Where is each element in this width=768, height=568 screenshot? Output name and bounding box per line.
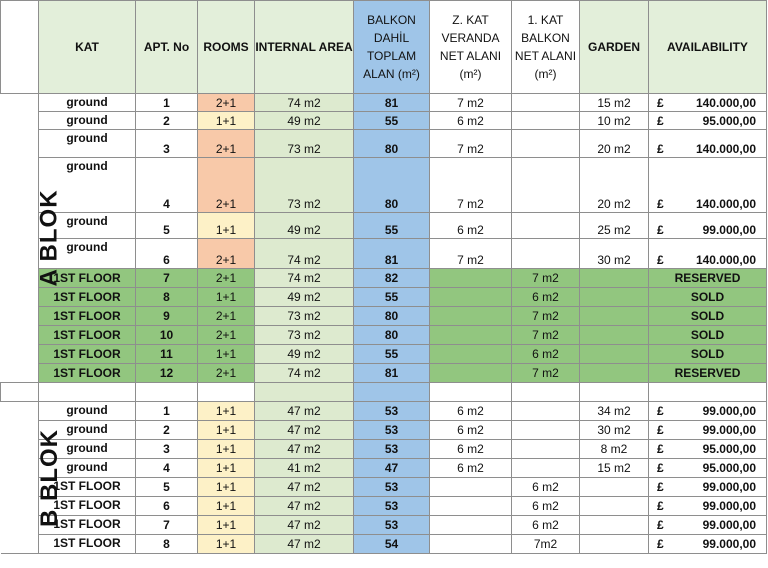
internal-area-cell: 47 m2: [255, 421, 354, 440]
currency-symbol: £: [657, 461, 664, 475]
balkon-cell: 6 m2: [512, 478, 580, 497]
balkon-cell: 7 m2: [512, 307, 580, 326]
apt-no-cell: 9: [136, 307, 198, 326]
veranda-cell: 6 m2: [430, 112, 512, 130]
header-line: ALAN (m²): [363, 67, 420, 81]
garden-cell: [580, 497, 649, 516]
currency-symbol: £: [657, 442, 664, 456]
kat-cell: 1ST FLOOR: [39, 497, 136, 516]
header-line: (m²): [534, 67, 557, 81]
status-badge: SOLD: [649, 288, 767, 307]
availability-cell: [649, 130, 767, 158]
status-badge: SOLD: [649, 326, 767, 345]
price-value: 99.000,00: [702, 423, 756, 437]
balkon-cell: [512, 112, 580, 130]
currency-symbol: £: [657, 537, 664, 551]
veranda-cell: 7 m2: [430, 94, 512, 112]
rooms-cell: 1+1: [198, 516, 255, 535]
rooms-cell: 1+1: [198, 440, 255, 459]
veranda-cell: [430, 497, 512, 516]
balkon-cell: 7 m2: [512, 269, 580, 288]
kat-cell: 1ST FLOOR: [39, 269, 136, 288]
total-area-cell: 47: [354, 459, 430, 478]
availability-cell: [649, 112, 767, 130]
balkon-cell: 6 m2: [512, 345, 580, 364]
balkon-cell: [512, 459, 580, 478]
currency-symbol: £: [657, 423, 664, 437]
apt-no-cell: 1: [136, 94, 198, 112]
header-line: TOPLAM: [366, 49, 417, 63]
balkon-cell: [512, 421, 580, 440]
garden-cell: 20 m2: [580, 158, 649, 213]
veranda-cell: 6 m2: [430, 213, 512, 239]
table-row: [1, 158, 767, 213]
rooms-cell: 2+1: [198, 130, 255, 158]
kat-cell: ground: [39, 421, 136, 440]
veranda-cell: 6 m2: [430, 440, 512, 459]
rooms-cell: 1+1: [198, 345, 255, 364]
garden-cell: [580, 269, 649, 288]
rooms-cell: 1+1: [198, 459, 255, 478]
table-row: [1, 516, 767, 535]
kat-cell: ground: [39, 112, 136, 130]
currency-symbol: £: [657, 404, 664, 418]
total-area-cell: 53: [354, 402, 430, 421]
header-line: Z. KAT: [452, 13, 489, 27]
garden-cell: 25 m2: [580, 213, 649, 239]
internal-area-cell: 73 m2: [255, 307, 354, 326]
header-row: [1, 1, 767, 94]
table-row: [1, 239, 767, 269]
kat-cell: 1ST FLOOR: [39, 307, 136, 326]
balkon-cell: 6 m2: [512, 288, 580, 307]
garden-cell: [580, 288, 649, 307]
garden-cell: [580, 364, 649, 383]
veranda-cell: [430, 535, 512, 554]
table-row: [1, 440, 767, 459]
price-value: 140.000,00: [695, 142, 756, 156]
apt-no-cell: 10: [136, 326, 198, 345]
rooms-cell: 1+1: [198, 421, 255, 440]
veranda-cell: [430, 269, 512, 288]
kat-cell: 1ST FLOOR: [39, 364, 136, 383]
veranda-cell: 7 m2: [430, 130, 512, 158]
garden-cell: [580, 345, 649, 364]
balkon-cell: 7m2: [512, 535, 580, 554]
veranda-cell: 6 m2: [430, 421, 512, 440]
garden-cell: 30 m2: [580, 421, 649, 440]
apt-no-cell: 5: [136, 213, 198, 239]
block-label: [1, 402, 63, 554]
rooms-cell: 1+1: [198, 497, 255, 516]
internal-area-cell: 47 m2: [255, 535, 354, 554]
veranda-cell: [430, 307, 512, 326]
table-row: [1, 130, 767, 158]
apt-no-cell: 4: [136, 459, 198, 478]
b-blok-body: [1, 402, 767, 554]
balkon-cell: [512, 130, 580, 158]
rooms-cell: 1+1: [198, 535, 255, 554]
total-area-cell: 81: [354, 94, 430, 112]
garden-cell: [580, 478, 649, 497]
internal-area-cell: 74 m2: [255, 269, 354, 288]
kat-cell: 1ST FLOOR: [39, 478, 136, 497]
balkon-cell: [512, 213, 580, 239]
veranda-cell: [430, 364, 512, 383]
total-area-cell: 55: [354, 345, 430, 364]
header-internal-area: INTERNAL AREA: [255, 1, 354, 94]
kat-cell: 1ST FLOOR: [39, 345, 136, 364]
rooms-cell: 2+1: [198, 307, 255, 326]
availability-cell: [649, 459, 767, 478]
apt-no-cell: 7: [136, 269, 198, 288]
price-value: 140.000,00: [695, 253, 756, 267]
apt-no-cell: 2: [136, 421, 198, 440]
table-row: [1, 288, 767, 307]
internal-area-cell: 41 m2: [255, 459, 354, 478]
header-z-kat-veranda: [430, 1, 512, 94]
rooms-cell: 1+1: [198, 288, 255, 307]
total-area-cell: 54: [354, 535, 430, 554]
price-value: 95.000,00: [702, 442, 756, 456]
balkon-cell: 7 m2: [512, 326, 580, 345]
price-value: 95.000,00: [702, 113, 756, 128]
balkon-cell: 6 m2: [512, 497, 580, 516]
total-area-cell: 80: [354, 326, 430, 345]
header-line: 1. KAT: [527, 13, 564, 27]
currency-symbol: £: [657, 142, 664, 156]
availability-cell: [649, 402, 767, 421]
header-kat: KAT: [39, 1, 136, 94]
internal-area-cell: 47 m2: [255, 516, 354, 535]
garden-cell: 20 m2: [580, 130, 649, 158]
apt-no-cell: 12: [136, 364, 198, 383]
total-area-cell: 80: [354, 307, 430, 326]
internal-area-cell: 73 m2: [255, 326, 354, 345]
price-value: 99.000,00: [702, 499, 756, 513]
balkon-cell: 7 m2: [512, 364, 580, 383]
balkon-cell: [512, 239, 580, 269]
block-label: [1, 94, 63, 383]
a-blok-body: [1, 94, 767, 383]
total-area-cell: 55: [354, 213, 430, 239]
internal-area-cell: 49 m2: [255, 345, 354, 364]
price-value: 95.000,00: [702, 461, 756, 475]
kat-cell: ground: [39, 94, 136, 112]
price-value: 99.000,00: [702, 480, 756, 494]
header-corner: [1, 1, 39, 94]
table-row: [1, 94, 767, 112]
balkon-cell: [512, 440, 580, 459]
rooms-cell: 2+1: [198, 269, 255, 288]
apt-no-cell: 8: [136, 535, 198, 554]
veranda-cell: [430, 516, 512, 535]
availability-cell: [649, 213, 767, 239]
apt-no-cell: 3: [136, 440, 198, 459]
total-area-cell: 82: [354, 269, 430, 288]
total-area-cell: 80: [354, 158, 430, 213]
currency-symbol: £: [657, 518, 664, 532]
table-row: [1, 345, 767, 364]
kat-cell: ground: [39, 213, 136, 239]
header-line: BALKON: [521, 31, 570, 45]
table-row: [1, 421, 767, 440]
balkon-cell: [512, 94, 580, 112]
table-row: [1, 402, 767, 421]
garden-cell: 15 m2: [580, 94, 649, 112]
garden-cell: [580, 535, 649, 554]
currency-symbol: £: [657, 197, 664, 211]
internal-area-cell: 74 m2: [255, 239, 354, 269]
total-area-cell: 81: [354, 364, 430, 383]
total-area-cell: 81: [354, 239, 430, 269]
apt-no-cell: 6: [136, 239, 198, 269]
table-row: [1, 364, 767, 383]
total-area-cell: 55: [354, 112, 430, 130]
availability-cell: [649, 440, 767, 459]
availability-cell: [649, 516, 767, 535]
availability-cell: [649, 158, 767, 213]
apt-no-cell: 7: [136, 516, 198, 535]
block-separator: [1, 383, 767, 402]
rooms-cell: 2+1: [198, 158, 255, 213]
total-area-cell: 53: [354, 440, 430, 459]
kat-cell: 1ST FLOOR: [39, 516, 136, 535]
apt-no-cell: 8: [136, 288, 198, 307]
balkon-cell: [512, 402, 580, 421]
veranda-cell: [430, 288, 512, 307]
rooms-cell: 2+1: [198, 326, 255, 345]
veranda-cell: [430, 345, 512, 364]
kat-cell: ground: [39, 158, 136, 213]
currency-symbol: £: [657, 223, 664, 237]
rooms-cell: 2+1: [198, 239, 255, 269]
veranda-cell: 6 m2: [430, 459, 512, 478]
availability-cell: [649, 535, 767, 554]
header-balkon-dahil: [354, 1, 430, 94]
currency-symbol: £: [657, 113, 664, 128]
price-value: 99.000,00: [702, 223, 756, 237]
availability-cell: [649, 478, 767, 497]
availability-cell: [649, 239, 767, 269]
price-value: 99.000,00: [702, 537, 756, 551]
apt-no-cell: 2: [136, 112, 198, 130]
header-availability: AVAILABILITY: [649, 1, 767, 94]
table-row: [1, 213, 767, 239]
total-area-cell: 53: [354, 421, 430, 440]
garden-cell: 8 m2: [580, 440, 649, 459]
apt-no-cell: 11: [136, 345, 198, 364]
internal-area-cell: 49 m2: [255, 213, 354, 239]
internal-area-cell: 47 m2: [255, 497, 354, 516]
garden-cell: [580, 516, 649, 535]
internal-area-cell: 74 m2: [255, 364, 354, 383]
currency-symbol: £: [657, 95, 664, 110]
internal-area-cell: 47 m2: [255, 440, 354, 459]
apt-no-cell: 1: [136, 402, 198, 421]
table-row: [1, 307, 767, 326]
kat-cell: ground: [39, 402, 136, 421]
status-badge: SOLD: [649, 345, 767, 364]
block-label-text: B BLOK: [35, 428, 63, 527]
kat-cell: ground: [39, 459, 136, 478]
garden-cell: 15 m2: [580, 459, 649, 478]
block-label-text: A BLOK: [35, 189, 63, 287]
header-line: NET ALANI: [514, 49, 577, 63]
table-row: [1, 497, 767, 516]
veranda-cell: [430, 326, 512, 345]
availability-cell: [649, 94, 767, 112]
veranda-cell: 7 m2: [430, 158, 512, 213]
table-row: [1, 269, 767, 288]
header-line: DAHİL: [373, 31, 410, 45]
price-value: 140.000,00: [695, 95, 756, 110]
veranda-cell: 6 m2: [430, 402, 512, 421]
apt-no-cell: 5: [136, 478, 198, 497]
availability-cell: [649, 421, 767, 440]
rooms-cell: 1+1: [198, 478, 255, 497]
header-line: NET ALANI: [439, 49, 502, 63]
internal-area-cell: 73 m2: [255, 158, 354, 213]
total-area-cell: 53: [354, 497, 430, 516]
total-area-cell: 53: [354, 478, 430, 497]
kat-cell: 1ST FLOOR: [39, 535, 136, 554]
availability-cell: [649, 497, 767, 516]
price-value: 99.000,00: [702, 404, 756, 418]
kat-cell: ground: [39, 440, 136, 459]
price-value: 140.000,00: [695, 197, 756, 211]
rooms-cell: 1+1: [198, 213, 255, 239]
currency-symbol: £: [657, 253, 664, 267]
kat-cell: 1ST FLOOR: [39, 288, 136, 307]
internal-area-cell: 47 m2: [255, 478, 354, 497]
header-garden: GARDEN: [580, 1, 649, 94]
status-badge: RESERVED: [649, 364, 767, 383]
internal-area-cell: 49 m2: [255, 112, 354, 130]
garden-cell: 30 m2: [580, 239, 649, 269]
status-badge: SOLD: [649, 307, 767, 326]
internal-area-cell: 49 m2: [255, 288, 354, 307]
balkon-cell: [512, 158, 580, 213]
table-row: [1, 478, 767, 497]
rooms-cell: 2+1: [198, 364, 255, 383]
balkon-cell: 6 m2: [512, 516, 580, 535]
kat-cell: ground: [39, 130, 136, 158]
total-area-cell: 80: [354, 130, 430, 158]
internal-area-cell: 74 m2: [255, 94, 354, 112]
header-1-kat-balkon: [512, 1, 580, 94]
veranda-cell: 7 m2: [430, 239, 512, 269]
garden-cell: [580, 326, 649, 345]
internal-area-cell: 73 m2: [255, 130, 354, 158]
header-apt-no: APT. No: [136, 1, 198, 94]
internal-area-cell: 47 m2: [255, 402, 354, 421]
header-line: BALKON: [367, 13, 416, 27]
garden-cell: 10 m2: [580, 112, 649, 130]
header-line: VERANDA: [441, 31, 500, 45]
kat-cell: 1ST FLOOR: [39, 326, 136, 345]
apt-no-cell: 3: [136, 130, 198, 158]
rooms-cell: 1+1: [198, 112, 255, 130]
rooms-cell: 2+1: [198, 94, 255, 112]
garden-cell: 34 m2: [580, 402, 649, 421]
table-row: [1, 112, 767, 130]
header-rooms: ROOMS: [198, 1, 255, 94]
table-row: [1, 459, 767, 478]
price-value: 99.000,00: [702, 518, 756, 532]
total-area-cell: 53: [354, 516, 430, 535]
currency-symbol: £: [657, 480, 664, 494]
apt-no-cell: 4: [136, 158, 198, 213]
rooms-cell: 1+1: [198, 402, 255, 421]
apt-no-cell: 6: [136, 497, 198, 516]
total-area-cell: 55: [354, 288, 430, 307]
currency-symbol: £: [657, 499, 664, 513]
table-row: [1, 535, 767, 554]
status-badge: RESERVED: [649, 269, 767, 288]
header-line: (m²): [459, 67, 482, 81]
table-row: [1, 326, 767, 345]
garden-cell: [580, 307, 649, 326]
veranda-cell: [430, 478, 512, 497]
kat-cell: ground: [39, 239, 136, 269]
